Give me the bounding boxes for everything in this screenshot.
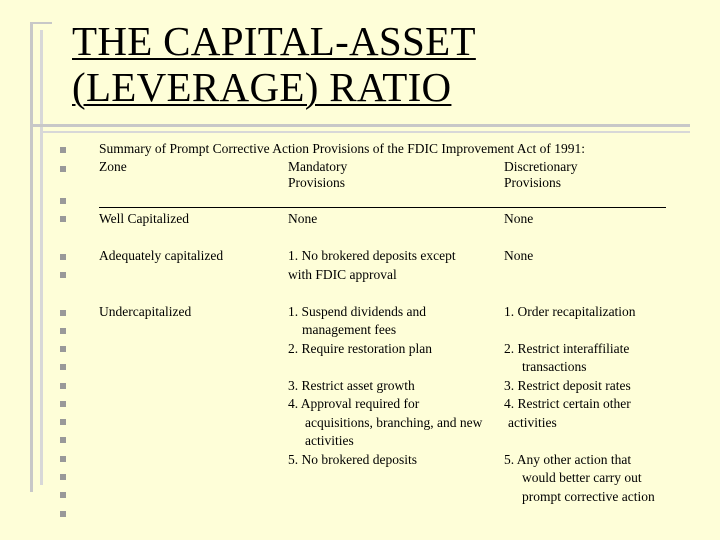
bullet-icon: [60, 364, 66, 370]
under-discretionary-line: 4. Restrict certain other: [504, 396, 631, 411]
bullet-icon: [60, 383, 66, 389]
bullet-icon: [60, 254, 66, 260]
under-mandatory-line: activities: [305, 433, 354, 448]
zone-adequately-capitalized: Adequately capitalized: [99, 248, 224, 263]
under-mandatory-line: 5. No brokered deposits: [288, 452, 417, 467]
header-discretionary: Discretionary: [504, 159, 578, 174]
bullet-icon: [60, 216, 66, 222]
bullet-icon: [60, 437, 66, 443]
under-discretionary-line: activities: [508, 415, 557, 430]
under-mandatory-line: management fees: [302, 322, 397, 337]
summary-text: Summary of Prompt Corrective Action Provisions of the FDIC Improvement Act of 1991:: [99, 141, 585, 156]
header-divider: [99, 207, 666, 208]
bullet-icon: [60, 456, 66, 462]
header-zone: Zone: [99, 159, 127, 174]
under-discretionary-line: 2. Restrict interaffiliate: [504, 341, 630, 356]
under-discretionary-line: would better carry out: [522, 470, 642, 485]
bullet-icon: [60, 511, 66, 517]
header-mandatory: Mandatory: [288, 159, 348, 174]
bullet-icon: [60, 272, 66, 278]
bullet-icon: [60, 492, 66, 498]
under-discretionary-line: 3. Restrict deposit rates: [504, 378, 631, 393]
title-line-1: THE CAPITAL-ASSET: [72, 18, 476, 64]
zone-well-capitalized: Well Capitalized: [99, 211, 190, 226]
bullet-icon: [60, 147, 66, 153]
bullet-icon: [60, 474, 66, 480]
zone-undercapitalized: Undercapitalized: [99, 304, 192, 319]
under-discretionary-line: transactions: [522, 359, 587, 374]
under-mandatory-line: 4. Approval required for: [288, 396, 420, 411]
adequate-discretionary: None: [504, 248, 534, 263]
header-mandatory-sub: Provisions: [288, 175, 346, 190]
under-mandatory-line: 3. Restrict asset growth: [288, 378, 415, 393]
well-discretionary: None: [504, 211, 534, 226]
under-discretionary-line: 5. Any other action that: [504, 452, 632, 467]
title-line-2: (LEVERAGE) RATIO: [72, 64, 452, 110]
under-discretionary-line: 1. Order recapitalization: [504, 304, 636, 319]
decorative-frame-horizontal: [30, 124, 690, 127]
adequate-mandatory-line: with FDIC approval: [288, 267, 397, 282]
well-mandatory: None: [288, 211, 318, 226]
bullet-icon: [60, 310, 66, 316]
under-discretionary-line: prompt corrective action: [522, 489, 655, 504]
bullet-icon: [60, 419, 66, 425]
bullet-icon: [60, 401, 66, 407]
bullet-icon: [60, 328, 66, 334]
slide-title: [72, 18, 476, 110]
adequate-mandatory-line: 1. No brokered deposits except: [288, 248, 456, 263]
header-discretionary-sub: Provisions: [504, 175, 562, 190]
bullet-icon: [60, 166, 66, 172]
under-mandatory-line: acquisitions, branching, and new: [305, 415, 483, 430]
bullet-icon: [60, 198, 66, 204]
decorative-frame-vertical-inner: [40, 30, 50, 485]
decorative-frame-horizontal-inner: [40, 131, 690, 133]
under-mandatory-line: 2. Require restoration plan: [288, 341, 432, 356]
under-mandatory-line: 1. Suspend dividends and: [288, 304, 426, 319]
bullet-icon: [60, 346, 66, 352]
